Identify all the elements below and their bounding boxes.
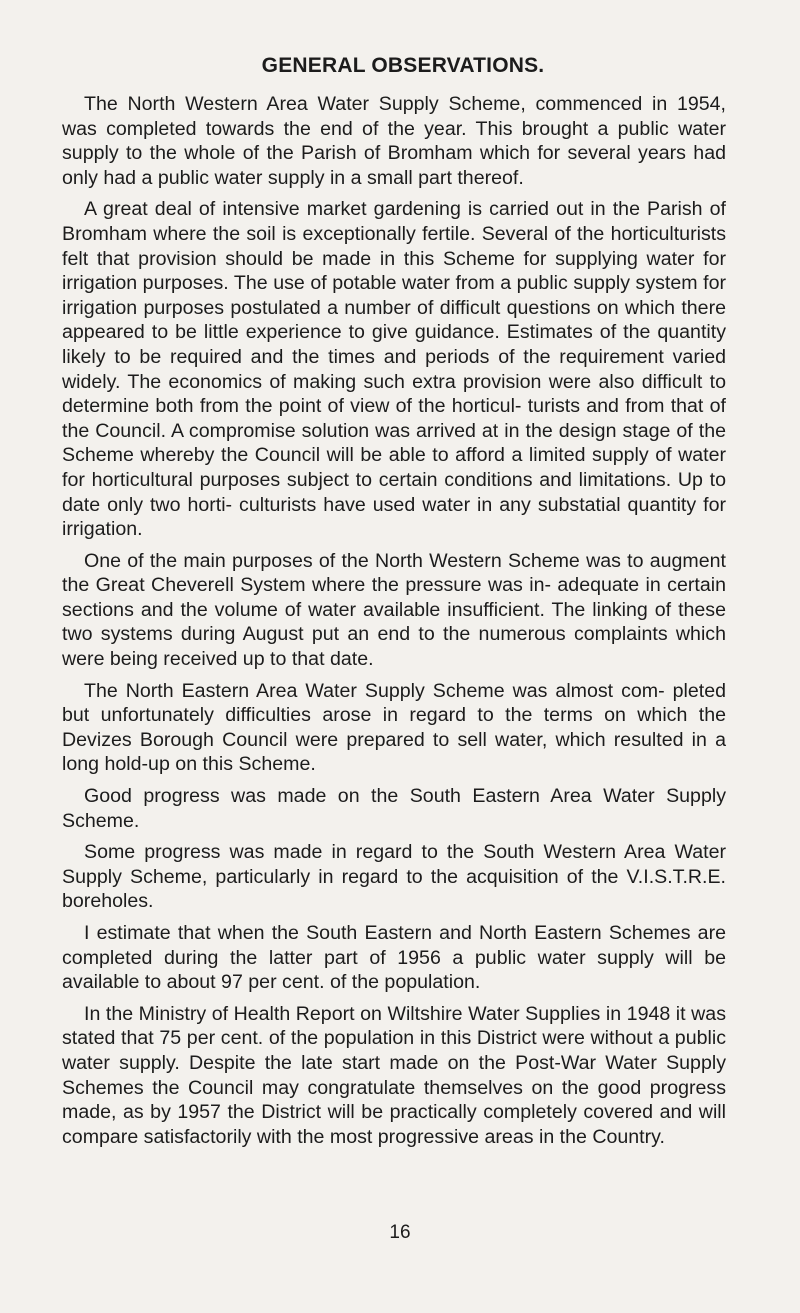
paragraph-market-gardening: A great deal of intensive market gardening is carried out in the Parish of Bromham where the soil is exceptionally fertile. Several of the horticulturists felt that provision should be made in this Scheme for supplying water for irrigation purposes. The use of potable water from a public supply system for irrigation purposes postulated a number of difficult questions on which there appeared to be little experience to give guidance. Estimates of the quantity likely to be required and the times and periods of the requirement varied widely. The economics of making such extra provision were also difficult to determine both from the point of view of the horticul- turists and from that of the Council. A compromise solution was arrived at in the design stage of the Scheme whereby the Council will be able to afford a limited supply of water for horticultural purposes subject to certain conditions and limitations. Up to date only two horti- culturists have used water in any substatial quantity for irrigation. bbox=[62, 198, 726, 541]
paragraph-south-eastern-scheme: Good progress was made on the South Eastern Area Water Supply Scheme. bbox=[62, 785, 726, 832]
paragraph-south-western-scheme: Some progress was made in regard to the South Western Area Water Supply Scheme, particularly in regard to the acquisition of the V.I.S.T.R.E. boreholes. bbox=[62, 841, 726, 913]
paragraph-north-western-scheme: The North Western Area Water Supply Scheme, commenced in 1954, was completed towards the end of the year. This brought a public water supply to the whole of the Parish of Bromham which for several years had only had a public water supply in a small part thereof. bbox=[62, 93, 726, 189]
paragraph-estimate: I estimate that when the South Eastern and North Eastern Schemes are completed during the latter part of 1956 a public water supply will be available to about 97 per cent. of the population. bbox=[62, 922, 726, 994]
page-content bbox=[62, 54, 726, 1156]
page-number: 16 bbox=[389, 1222, 411, 1243]
paragraph-north-eastern-scheme: The North Eastern Area Water Supply Scheme was almost com- pleted but unfortunately difficulties arose in regard to the terms on which the Devizes Borough Council were prepared to sell water, which resulted in a long hold-up on this Scheme. bbox=[62, 679, 726, 776]
paragraph-great-cheverell: One of the main purposes of the North Western Scheme was to augment the Great Cheverell System where the pressure was in- adequate in certain sections and the volume of water available insufficient. The linking of these two systems during August put an end to the numerous complaints which were being received up to that date. bbox=[62, 549, 726, 671]
section-heading: GENERAL OBSERVATIONS. bbox=[261, 54, 545, 77]
paragraph-ministry-report: In the Ministry of Health Report on Wiltshire Water Supplies in 1948 it was stated that 75 per cent. of the population in this District were without a public water supply. Despite the late start made on the Post-War Water Supply Schemes the Council may congratulate themselves on the good progress made, as by 1957 the District will be practically completely covered and will compare satisfactorily with the most progressive areas in the Country. bbox=[62, 1002, 726, 1148]
